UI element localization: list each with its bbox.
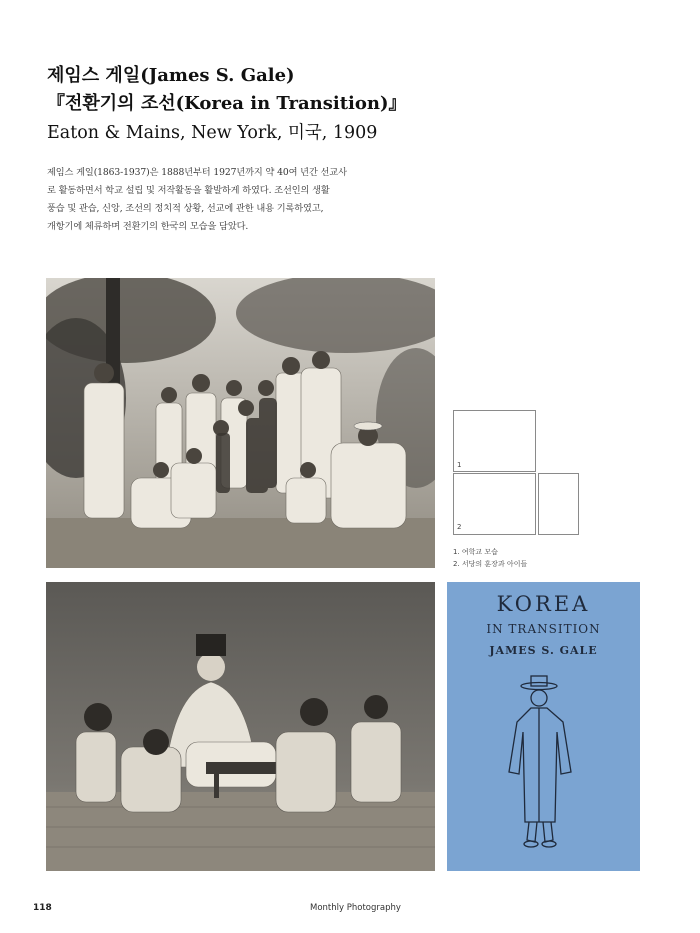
title-book: 『전환기의 조선(Korea in Transition)』 [47,93,407,114]
layout-key-box-1 [453,410,536,472]
layout-key-box-cover [538,473,579,535]
photo-seodang-teacher [46,582,435,871]
photo-girls-school-image [46,278,435,568]
intro-line: 풍습 및 관습, 신앙, 조선의 정치적 상황, 선교에 관한 내용 기록하였고, [47,203,324,214]
layout-key-number-1: 1 [457,461,462,469]
photo-captions [453,546,613,570]
intro-line: 제임스 게일(1863-1937)은 1888년부터 1927년까지 약 40여 년간 선교사 [47,167,347,178]
cover-title: KOREA [496,592,591,616]
cover-author: JAMES S. GALE [489,644,598,657]
caption-item: 1. 여학교 모습 [453,548,498,556]
layout-key-number-2: 2 [457,523,462,531]
photo-seodang-teacher-image [46,582,435,871]
page-number: 118 [33,903,52,913]
magazine-name: Monthly Photography [310,903,401,913]
intro-line: 로 활동하면서 학교 설립 및 저작활동을 활발하게 하였다. 조선인의 생활 [47,185,330,196]
book-cover [447,582,640,871]
cover-subtitle: IN TRANSITION [486,622,601,636]
title-publication: Eaton & Mains, New York, 미국, 1909 [47,123,378,143]
intro-line: 개항기에 체류하며 전환기의 한국의 모습을 담았다. [47,221,249,232]
photo-girls-school [46,278,435,568]
article-title [47,62,667,148]
caption-item: 2. 서당의 훈장과 아이들 [453,560,528,568]
layout-key-box-2 [453,473,536,535]
title-author: 제임스 게일(James S. Gale) [47,65,295,86]
intro-paragraph [47,164,387,236]
